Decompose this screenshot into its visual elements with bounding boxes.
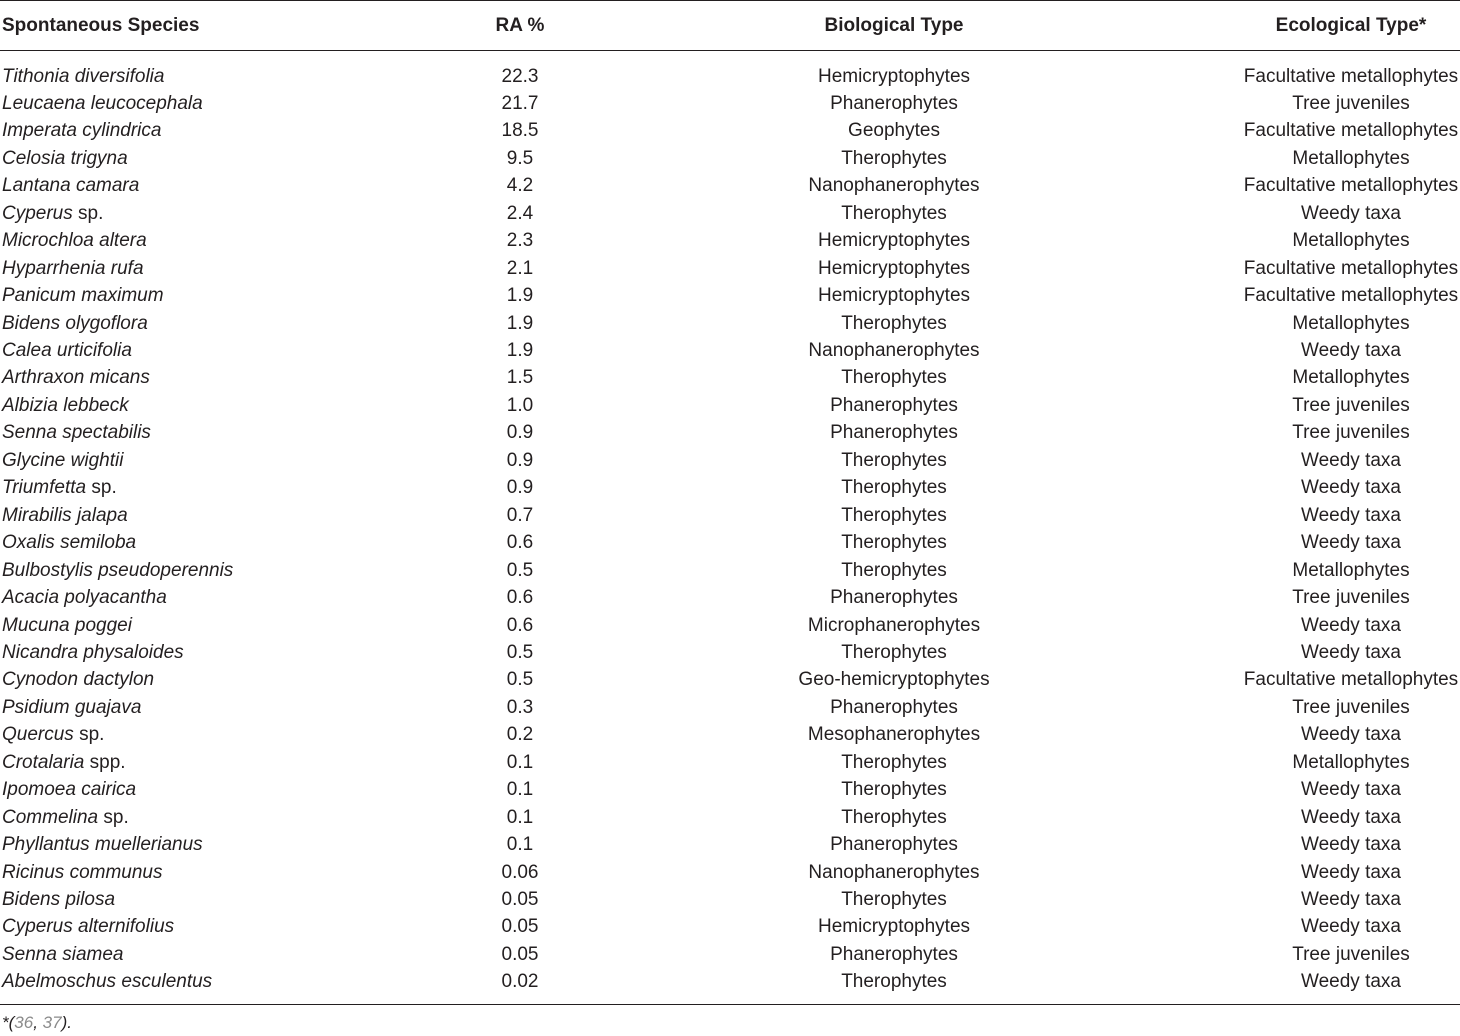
ra-cell: 0.06: [501, 861, 539, 883]
ra-cell: 0.7: [506, 504, 534, 526]
table-row: [0, 117, 1460, 145]
ecological-type-cell: Facultative metallophytes: [1243, 120, 1459, 142]
table-row: [0, 557, 1460, 585]
biological-type-cell: Phanerophytes: [830, 92, 958, 114]
species-cell: [2, 941, 123, 969]
species-cell: [2, 886, 115, 914]
table-top-rule: [0, 0, 1460, 1]
ra-cell: 22.3: [501, 65, 539, 87]
table-row: [0, 447, 1460, 475]
biological-type-cell: Mesophanerophytes: [807, 724, 981, 746]
biological-type-cell: Hemicryptophytes: [817, 257, 971, 279]
species-cell: [2, 913, 174, 941]
biological-type-cell: Hemicryptophytes: [817, 230, 971, 252]
ecological-type-cell: Metallophytes: [1292, 751, 1410, 773]
ecological-type-cell: Tree juveniles: [1292, 422, 1410, 444]
species-name: Triumfetta: [2, 477, 87, 499]
table-row: [0, 200, 1460, 228]
species-name: Quercus: [2, 724, 74, 746]
species-name: Psidium guajava: [2, 696, 142, 718]
table-row: [0, 282, 1460, 310]
species-cell: [2, 694, 141, 722]
biological-type-cell: Therophytes: [841, 202, 947, 224]
species-suffix: spp.: [84, 751, 126, 773]
species-name: Microchloa altera: [2, 230, 147, 252]
species-name: Cynodon dactylon: [2, 669, 155, 691]
species-name: Imperata cylindrica: [2, 120, 162, 142]
species-cell: [2, 63, 164, 91]
species-name: Mucuna poggei: [2, 614, 132, 636]
table-row: [0, 364, 1460, 392]
table-row: [0, 310, 1460, 338]
species-cell: [2, 666, 154, 694]
species-cell: [2, 749, 126, 777]
table-row: [0, 749, 1460, 777]
ecological-type-cell: Facultative metallophytes: [1243, 257, 1459, 279]
biological-type-cell: Therophytes: [841, 504, 947, 526]
table-row: [0, 804, 1460, 832]
biological-type-cell: Geophytes: [848, 120, 940, 142]
header-species: Spontaneous Species: [2, 15, 200, 36]
ra-cell: 9.5: [506, 147, 534, 169]
ecological-type-cell: Weedy taxa: [1301, 614, 1401, 636]
species-cell: [2, 117, 161, 145]
ra-cell: 1.9: [506, 312, 534, 334]
table-row: [0, 831, 1460, 859]
species-name: Albizia lebbeck: [2, 394, 129, 416]
species-suffix: sp.: [72, 202, 104, 224]
ra-cell: 1.5: [506, 367, 534, 389]
ecological-type-cell: Metallophytes: [1292, 312, 1410, 334]
ecological-type-cell: Weedy taxa: [1301, 504, 1401, 526]
table-row: [0, 392, 1460, 420]
footnote-suffix: ).: [61, 1013, 72, 1032]
ra-cell: 0.5: [506, 669, 534, 691]
ecological-type-cell: Weedy taxa: [1301, 806, 1401, 828]
footnote-separator: ,: [33, 1013, 43, 1032]
ra-cell: 0.1: [506, 834, 534, 856]
table-row: [0, 529, 1460, 557]
species-name: Panicum maximum: [2, 285, 164, 307]
ecological-type-cell: Facultative metallophytes: [1243, 175, 1459, 197]
table-row: [0, 941, 1460, 969]
ra-cell: 0.3: [506, 696, 534, 718]
species-name: Hyparrhenia rufa: [2, 257, 144, 279]
ra-cell: 2.1: [506, 257, 534, 279]
table-row: [0, 419, 1460, 447]
biological-type-cell: Nanophanerophytes: [808, 861, 980, 883]
ra-cell: 0.1: [506, 751, 534, 773]
ra-cell: 21.7: [501, 92, 539, 114]
table-row: [0, 63, 1460, 91]
ra-cell: 2.4: [506, 202, 534, 224]
table-row: [0, 227, 1460, 255]
table-header-row: [0, 12, 1460, 40]
ra-cell: 0.6: [506, 532, 534, 554]
species-cell: [2, 447, 123, 475]
ecological-type-cell: Tree juveniles: [1292, 92, 1410, 114]
biological-type-cell: Phanerophytes: [830, 834, 958, 856]
ecological-type-cell: Metallophytes: [1292, 147, 1410, 169]
species-name: Bidens olygoflora: [2, 312, 148, 334]
species-name: Lantana camara: [2, 175, 140, 197]
ecological-type-cell: Weedy taxa: [1301, 724, 1401, 746]
species-name: Senna spectabilis: [2, 422, 151, 444]
species-name: Cyperus: [2, 202, 73, 224]
species-cell: [2, 90, 203, 118]
ra-cell: 0.9: [506, 422, 534, 444]
species-cell: [2, 968, 212, 996]
biological-type-cell: Therophytes: [841, 477, 947, 499]
table-row: [0, 694, 1460, 722]
species-cell: [2, 337, 132, 365]
biological-type-cell: Therophytes: [841, 532, 947, 554]
ecological-type-cell: Weedy taxa: [1301, 532, 1401, 554]
biological-type-cell: Therophytes: [841, 641, 947, 663]
biological-type-cell: Nanophanerophytes: [808, 175, 980, 197]
ecological-type-cell: Weedy taxa: [1301, 971, 1401, 993]
species-cell: [2, 557, 233, 585]
biological-type-cell: Therophytes: [841, 806, 947, 828]
ra-cell: 18.5: [501, 120, 539, 142]
table-row: [0, 337, 1460, 365]
table-row: [0, 666, 1460, 694]
biological-type-cell: Therophytes: [841, 147, 947, 169]
ecological-type-cell: Weedy taxa: [1301, 779, 1401, 801]
ecological-type-cell: Weedy taxa: [1301, 916, 1401, 938]
species-name: Calea urticifolia: [2, 340, 132, 361]
footnote-ref-37[interactable]: 37: [42, 1013, 62, 1032]
species-cell: [2, 310, 148, 338]
ra-cell: 1.9: [506, 285, 534, 307]
species-name: Celosia trigyna: [2, 147, 128, 169]
ecological-type-cell: Facultative metallophytes: [1243, 285, 1459, 307]
ra-cell: 0.2: [506, 724, 534, 746]
species-name: Oxalis semiloba: [2, 532, 137, 554]
footnote-prefix: *(: [2, 1013, 15, 1032]
species-suffix: sp.: [86, 477, 117, 499]
species-name: Bidens pilosa: [2, 889, 116, 910]
biological-type-cell: Phanerophytes: [830, 394, 958, 416]
species-cell: [2, 804, 129, 832]
ecological-type-cell: Metallophytes: [1292, 367, 1410, 389]
table-footnote: [2, 1013, 72, 1033]
ra-cell: 0.5: [506, 641, 534, 663]
biological-type-cell: Phanerophytes: [830, 587, 958, 609]
species-name: Arthraxon micans: [2, 367, 150, 389]
species-cell: [2, 200, 103, 228]
ecological-type-cell: Weedy taxa: [1301, 861, 1401, 883]
ecological-type-cell: Metallophytes: [1292, 230, 1410, 252]
biological-type-cell: Phanerophytes: [830, 943, 958, 965]
ecological-type-cell: Tree juveniles: [1292, 943, 1410, 965]
table-row: [0, 776, 1460, 804]
ra-cell: 0.05: [501, 943, 539, 965]
species-cell: [2, 474, 117, 502]
species-suffix: sp.: [73, 724, 105, 746]
ecological-type-cell: Weedy taxa: [1301, 449, 1401, 471]
ra-cell: 0.05: [501, 916, 539, 938]
biological-type-cell: Therophytes: [841, 449, 947, 471]
species-name: Bulbostylis pseudoperennis: [2, 559, 234, 581]
species-name: Nicandra physaloides: [2, 641, 184, 663]
ecological-type-cell: Weedy taxa: [1301, 202, 1401, 224]
species-suffix: sp.: [98, 806, 129, 828]
table-row: [0, 859, 1460, 887]
biological-type-cell: Therophytes: [841, 889, 947, 910]
table-header-rule: [0, 50, 1460, 51]
biological-type-cell: Geo-hemicryptophytes: [798, 669, 990, 691]
table-bottom-rule: [0, 1004, 1460, 1005]
table-row: [0, 255, 1460, 283]
table-row: [0, 90, 1460, 118]
biological-type-cell: Phanerophytes: [830, 696, 958, 718]
species-name: Mirabilis jalapa: [2, 504, 128, 526]
ecological-type-cell: Facultative metallophytes: [1243, 65, 1459, 87]
ecological-type-cell: Weedy taxa: [1301, 340, 1401, 361]
table-row: [0, 913, 1460, 941]
biological-type-cell: Therophytes: [841, 971, 947, 993]
ecological-type-cell: Metallophytes: [1292, 559, 1410, 581]
ra-cell: 1.9: [506, 340, 534, 361]
biological-type-cell: Therophytes: [841, 312, 947, 334]
biological-type-cell: Therophytes: [841, 367, 947, 389]
species-cell: [2, 584, 167, 612]
ra-cell: 0.02: [501, 971, 539, 993]
ra-cell: 0.5: [506, 559, 534, 581]
table-row: [0, 584, 1460, 612]
species-name: Phyllantus muellerianus: [2, 834, 203, 856]
biological-type-cell: Phanerophytes: [830, 422, 958, 444]
species-cell: [2, 612, 132, 640]
species-name: Crotalaria: [2, 751, 85, 773]
table-row: [0, 145, 1460, 173]
table-row: [0, 639, 1460, 667]
biological-type-cell: Microphanerophytes: [807, 614, 981, 636]
species-cell: [2, 255, 144, 283]
biological-type-cell: Nanophanerophytes: [808, 340, 980, 361]
species-cell: [2, 392, 129, 420]
species-cell: [2, 776, 136, 804]
biological-type-cell: Hemicryptophytes: [817, 285, 971, 307]
species-name: Cyperus alternifolius: [2, 916, 175, 938]
footnote-ref-36[interactable]: 36: [14, 1013, 34, 1032]
table-row: [0, 172, 1460, 200]
species-name: Ipomoea cairica: [2, 779, 137, 801]
species-name: Acacia polyacantha: [2, 587, 167, 609]
ra-cell: 0.05: [501, 889, 539, 910]
table-row: [0, 721, 1460, 749]
species-cell: [2, 639, 184, 667]
ecological-type-cell: Tree juveniles: [1292, 587, 1410, 609]
ra-cell: 4.2: [506, 175, 534, 197]
ecological-type-cell: Weedy taxa: [1301, 834, 1401, 856]
species-cell: [2, 831, 203, 859]
ecological-type-cell: Tree juveniles: [1292, 394, 1410, 416]
species-cell: [2, 172, 139, 200]
table-row: [0, 474, 1460, 502]
header-ecological-type: Ecological Type*: [1275, 15, 1427, 36]
species-name: Glycine wightii: [2, 449, 124, 471]
biological-type-cell: Therophytes: [841, 751, 947, 773]
ra-cell: 0.6: [506, 614, 534, 636]
species-cell: [2, 145, 128, 173]
table-row: [0, 886, 1460, 914]
species-cell: [2, 721, 104, 749]
ra-cell: 0.6: [506, 587, 534, 609]
species-cell: [2, 364, 150, 392]
species-cell: [2, 859, 163, 887]
ecological-type-cell: Tree juveniles: [1292, 696, 1410, 718]
header-ra: RA %: [495, 15, 545, 36]
ra-cell: 1.0: [506, 394, 534, 416]
species-name: Ricinus communus: [2, 861, 163, 883]
ecological-type-cell: Weedy taxa: [1301, 477, 1401, 499]
biological-type-cell: Hemicryptophytes: [817, 916, 971, 938]
species-name: Leucaena leucocephala: [2, 92, 203, 114]
ra-cell: 2.3: [506, 230, 534, 252]
species-name: Senna siamea: [2, 943, 124, 965]
ra-cell: 0.9: [506, 477, 534, 499]
table-row: [0, 502, 1460, 530]
ecological-type-cell: Weedy taxa: [1301, 641, 1401, 663]
ecological-type-cell: Weedy taxa: [1301, 889, 1401, 910]
species-cell: [2, 502, 128, 530]
species-name: Tithonia diversifolia: [2, 65, 165, 87]
ecological-type-cell: Facultative metallophytes: [1243, 669, 1459, 691]
biological-type-cell: Therophytes: [841, 559, 947, 581]
species-cell: [2, 419, 151, 447]
biological-type-cell: Hemicryptophytes: [817, 65, 971, 87]
species-cell: [2, 282, 164, 310]
species-cell: [2, 529, 136, 557]
table-row: [0, 612, 1460, 640]
ra-cell: 0.9: [506, 449, 534, 471]
header-biological-type: Biological Type: [824, 15, 964, 36]
table-row: [0, 968, 1460, 996]
ra-cell: 0.1: [506, 779, 534, 801]
species-name: Commelina: [2, 806, 99, 828]
species-cell: [2, 227, 147, 255]
species-name: Abelmoschus esculentus: [2, 971, 213, 993]
ra-cell: 0.1: [506, 806, 534, 828]
biological-type-cell: Therophytes: [841, 779, 947, 801]
